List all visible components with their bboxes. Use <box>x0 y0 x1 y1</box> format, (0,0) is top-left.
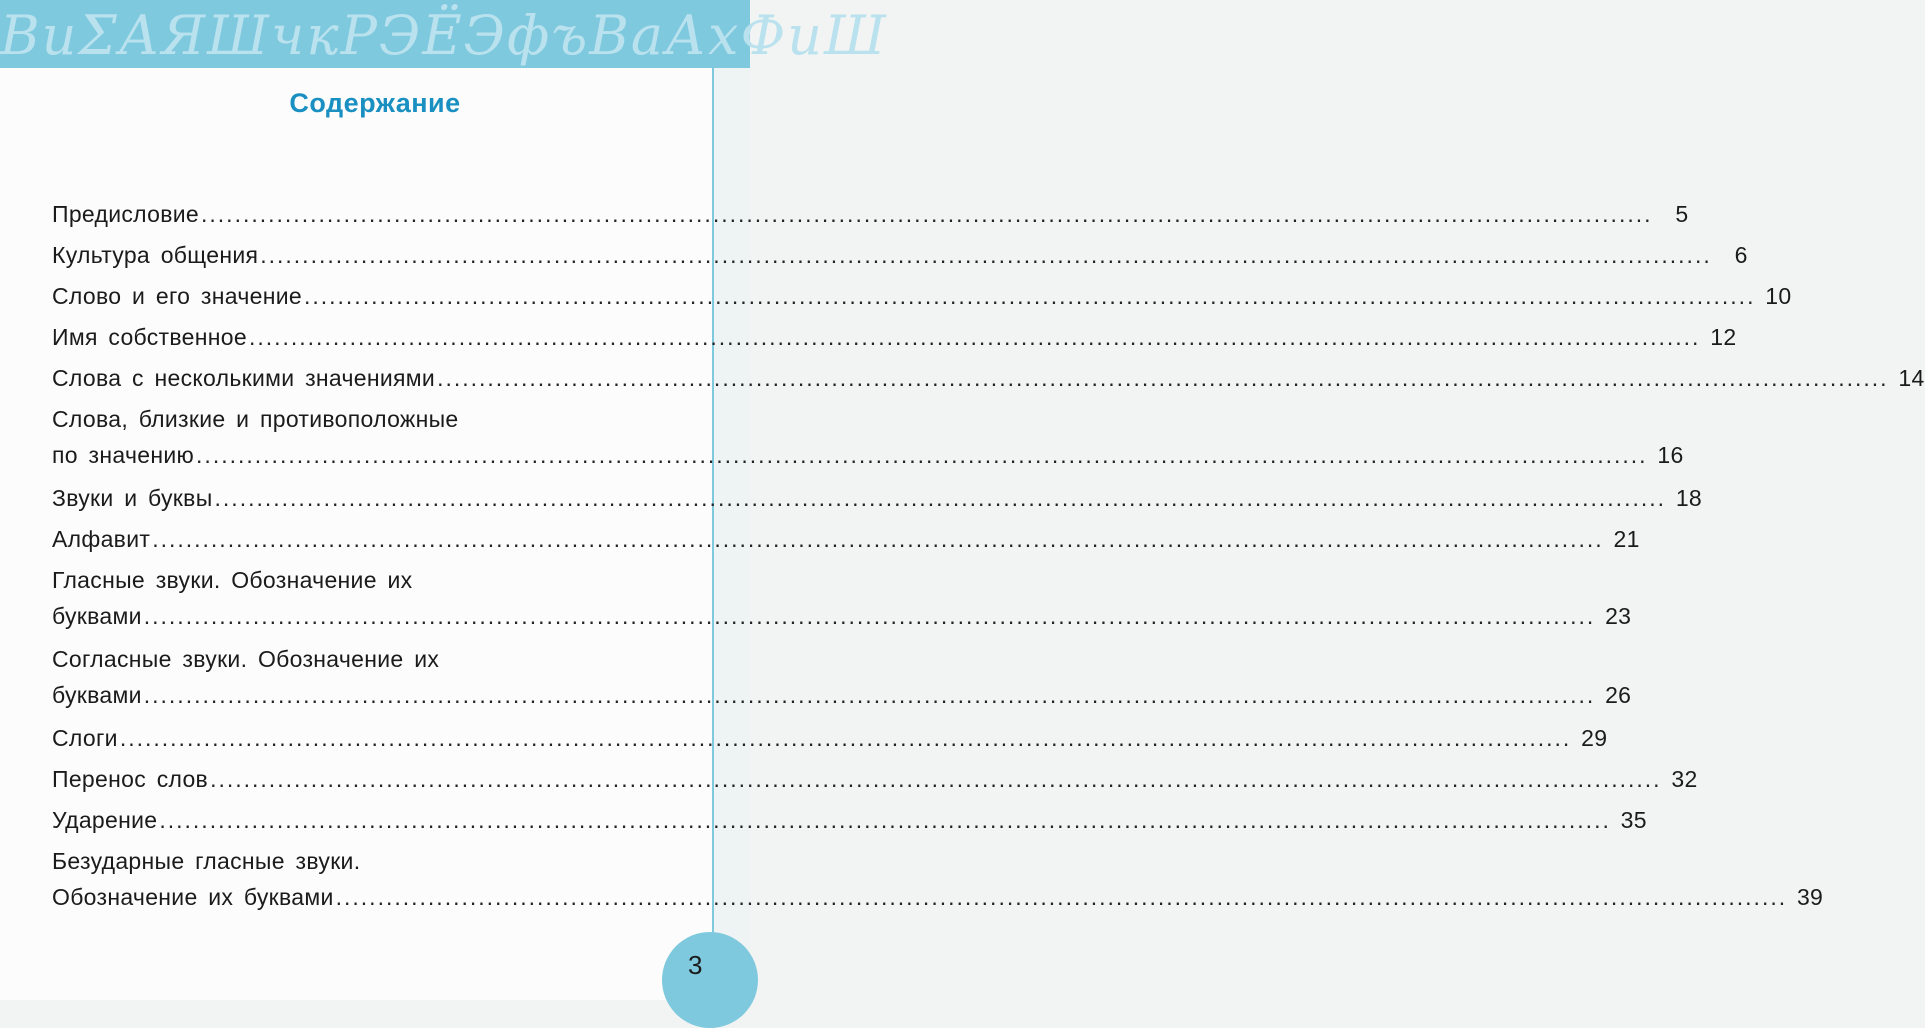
toc-leader-dots <box>144 598 1596 634</box>
toc-leader-dots <box>196 437 1648 473</box>
toc-entry[interactable] <box>52 360 1925 396</box>
toc-leader-dots <box>336 879 1788 915</box>
toc-entry-title: Алфавит <box>52 526 151 552</box>
toc-page-number: 5 <box>1675 201 1689 227</box>
toc-leader-dots <box>144 677 1596 713</box>
toc-leader-dots <box>260 237 1712 273</box>
toc-entry-title: по значению <box>52 442 195 468</box>
toc-leader-dots <box>120 720 1572 756</box>
page-number-badge <box>662 932 758 1028</box>
toc-entry[interactable] <box>52 278 1792 314</box>
table-of-contents <box>52 196 1925 922</box>
toc-leader-dots <box>201 196 1653 232</box>
decorative-alphabet-lettering: ВиΣАЯШчкРЭЁЭфъВаАхФиШ <box>0 4 888 67</box>
toc-page-number: 35 <box>1620 807 1647 833</box>
toc-entry[interactable] <box>52 761 1698 797</box>
toc-entry-title: Слово и его значение <box>52 283 302 309</box>
toc-entry[interactable] <box>52 521 1640 557</box>
toc-page-number: 26 <box>1605 682 1632 708</box>
toc-page-number: 10 <box>1765 283 1792 309</box>
toc-entry-title: Обозначение их буквами <box>52 884 334 910</box>
toc-page-number: 6 <box>1734 242 1748 268</box>
toc-page-number: 14 <box>1898 365 1925 391</box>
toc-entry-title: Ударение <box>52 807 158 833</box>
toc-leader-dots <box>215 480 1667 516</box>
toc-entry[interactable] <box>52 401 1684 473</box>
toc-entry-title: Перенос слов <box>52 766 209 792</box>
toc-entry[interactable] <box>52 802 1647 838</box>
toc-entry[interactable] <box>52 480 1703 516</box>
toc-leader-dots <box>304 278 1756 314</box>
toc-page-number: 12 <box>1710 324 1737 350</box>
toc-entry[interactable] <box>52 720 1608 756</box>
toc-leader-dots <box>210 761 1662 797</box>
toc-entry-title: буквами <box>52 682 142 708</box>
toc-page-number: 39 <box>1796 884 1824 910</box>
toc-entry-title: Звуки и буквы <box>52 485 213 511</box>
toc-entry-title: буквами <box>52 603 142 629</box>
page-title: Содержание <box>289 88 461 118</box>
toc-entry-title: Предисловие <box>52 201 200 227</box>
toc-entry-title-line: Слова, близкие и противоположные <box>52 406 459 432</box>
toc-entry[interactable] <box>52 843 1824 915</box>
toc-entry-title: Слоги <box>52 725 118 751</box>
toc-entry-title-line: Безударные гласные звуки. <box>52 848 361 874</box>
toc-entry[interactable] <box>52 196 1689 232</box>
toc-leader-dots <box>159 802 1611 838</box>
toc-page-number: 16 <box>1657 442 1684 468</box>
toc-page-number: 18 <box>1675 485 1703 511</box>
page-number: 3 <box>688 950 703 980</box>
toc-leader-dots <box>437 360 1889 396</box>
toc-entry-title: Культура общения <box>52 242 259 268</box>
toc-entry[interactable] <box>52 641 1632 713</box>
toc-page-number: 21 <box>1613 526 1640 552</box>
toc-leader-dots <box>152 521 1604 557</box>
toc-page-number: 29 <box>1581 725 1608 751</box>
toc-entry[interactable] <box>52 319 1737 355</box>
toc-page-number: 32 <box>1671 766 1698 792</box>
toc-entry-title: Слова с несколькими значениями <box>52 365 436 391</box>
toc-entry-title-line: Гласные звуки. Обозначение их <box>52 567 413 593</box>
toc-entry-title-line: Согласные звуки. Обозначение их <box>52 646 440 672</box>
header-band <box>0 0 888 68</box>
toc-leader-dots <box>249 319 1701 355</box>
toc-entry[interactable] <box>52 562 1632 634</box>
toc-entry-title: Имя собственное <box>52 324 247 350</box>
toc-page-number: 23 <box>1605 603 1632 629</box>
toc-entry[interactable] <box>52 237 1748 273</box>
